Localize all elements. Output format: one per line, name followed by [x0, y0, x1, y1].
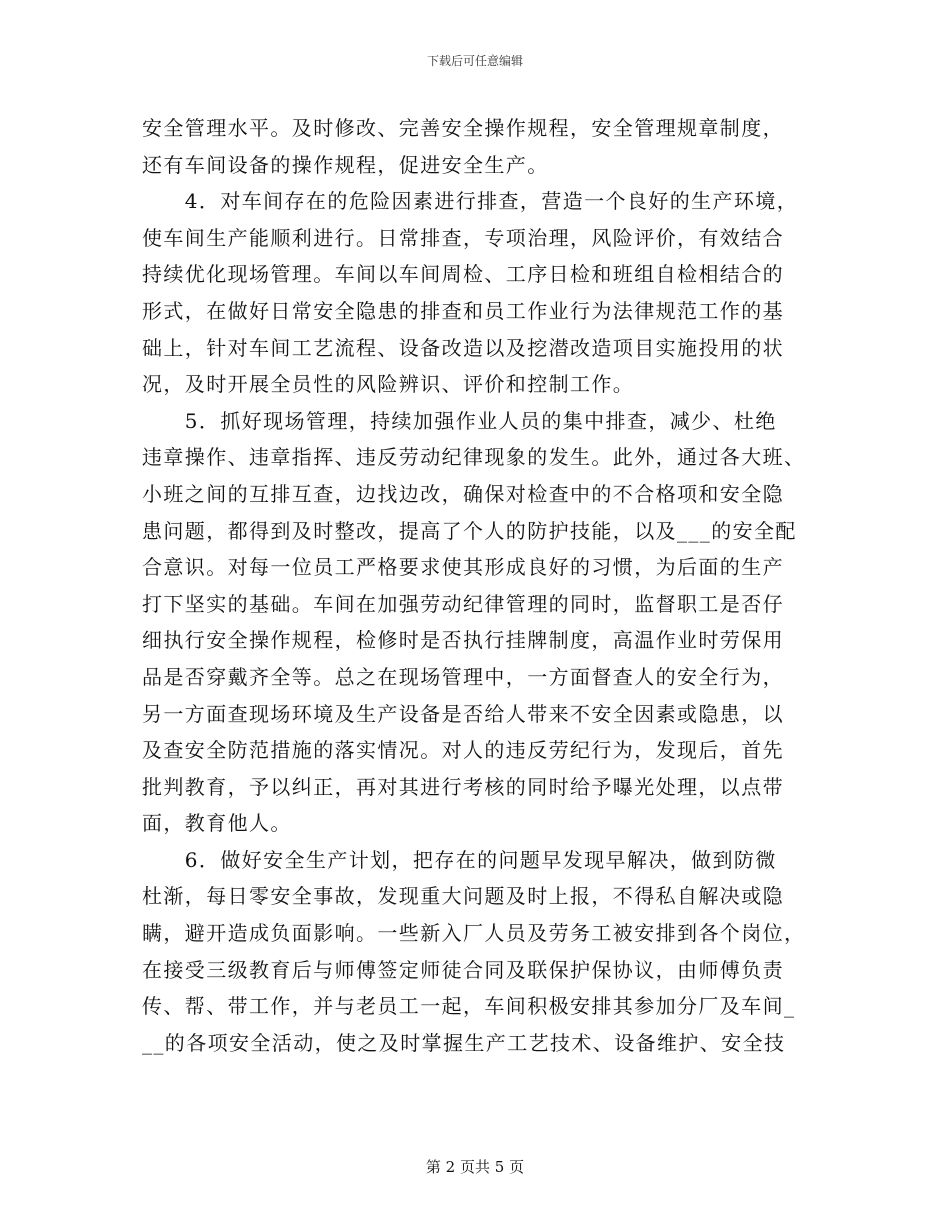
- text-line: 在接受三级教育后与师傅签定师徒合同及联保护保协议，由师傅负责: [142, 957, 784, 982]
- page-header: 下载后可任意编辑: [426, 54, 523, 68]
- text-line: 安全管理水平。及时修改、完善安全操作规程，安全管理规章制度，: [142, 116, 784, 140]
- text-line: 况，及时开展全员性的风险辨识、评价和控制工作。: [142, 372, 635, 397]
- text-line: 杜渐，每日零安全事故，发现重大问题及时上报，不得私自解决或隐: [142, 884, 784, 909]
- text-line: 传、帮、带工作，并与老员工一起，车间积极安排其参加分厂及车间_: [142, 994, 796, 1019]
- text-line: 患问题，都得到及时整改，提高了个人的防护技能，以及___的安全配: [142, 518, 797, 543]
- text-line: 违章操作、违章指挥、违反劳动纪律现象的发生。此外，通过各大班、: [142, 445, 806, 470]
- text-line: 面，教育他人。: [142, 811, 292, 836]
- page-number-footer: 第 2 页共 5 页: [425, 1158, 525, 1176]
- text-line: 4．对车间存在的危险因素进行排查，营造一个良好的生产环境，: [142, 189, 799, 214]
- text-line: 瞒，避开造成负面影响。一些新入厂人员及劳务工被安排到各个岗位，: [142, 921, 806, 946]
- text-line: __的各项安全活动，使之及时掌握生产工艺技术、设备维护、安全技: [142, 1030, 786, 1055]
- text-line: 持续优化现场管理。车间以车间周检、工序日检和班组自检相结合的: [142, 262, 784, 287]
- text-line: 另一方面查现场环境及生产设备是否给人带来不安全因素或隐患，以: [142, 701, 784, 726]
- text-line: 小班之间的互排互查，边找边改，确保对检查中的不合格项和安全隐: [142, 481, 784, 506]
- text-line: 使车间生产能顺利进行。日常排查，专项治理，风险评价，有效结合: [142, 225, 784, 250]
- text-line: 品是否穿戴齐全等。总之在现场管理中，一方面督查人的安全行为，: [142, 664, 784, 689]
- text-line: 础上，针对车间工艺流程、设备改造以及挖潜改造项目实施投用的状: [142, 335, 784, 360]
- text-line: 批判教育，予以纠正，再对其进行考核的同时给予曝光处理，以点带: [142, 774, 784, 799]
- text-line: 6．做好安全生产计划，把存在的问题早发现早解决，做到防微: [142, 847, 777, 872]
- text-line: 形式，在做好日常安全隐患的排查和员工作业行为法律规范工作的基: [142, 298, 784, 323]
- body-text: [142, 110, 814, 1061]
- text-line: 还有车间设备的操作规程，促进安全生产。: [142, 152, 549, 177]
- text-line: 打下坚实的基础。车间在加强劳动纪律管理的同时，监督职工是否仔: [142, 591, 784, 616]
- text-line: 及查安全防范措施的落实情况。对人的违反劳纪行为，发现后，首先: [142, 738, 784, 763]
- text-line: 合意识。对每一位员工严格要求使其形成良好的习惯，为后面的生产: [142, 555, 784, 580]
- text-line: 5．抓好现场管理，持续加强作业人员的集中排查，减少、杜绝: [142, 408, 777, 433]
- text-line: 细执行安全操作规程，检修时是否执行挂牌制度，高温作业时劳保用: [142, 628, 784, 653]
